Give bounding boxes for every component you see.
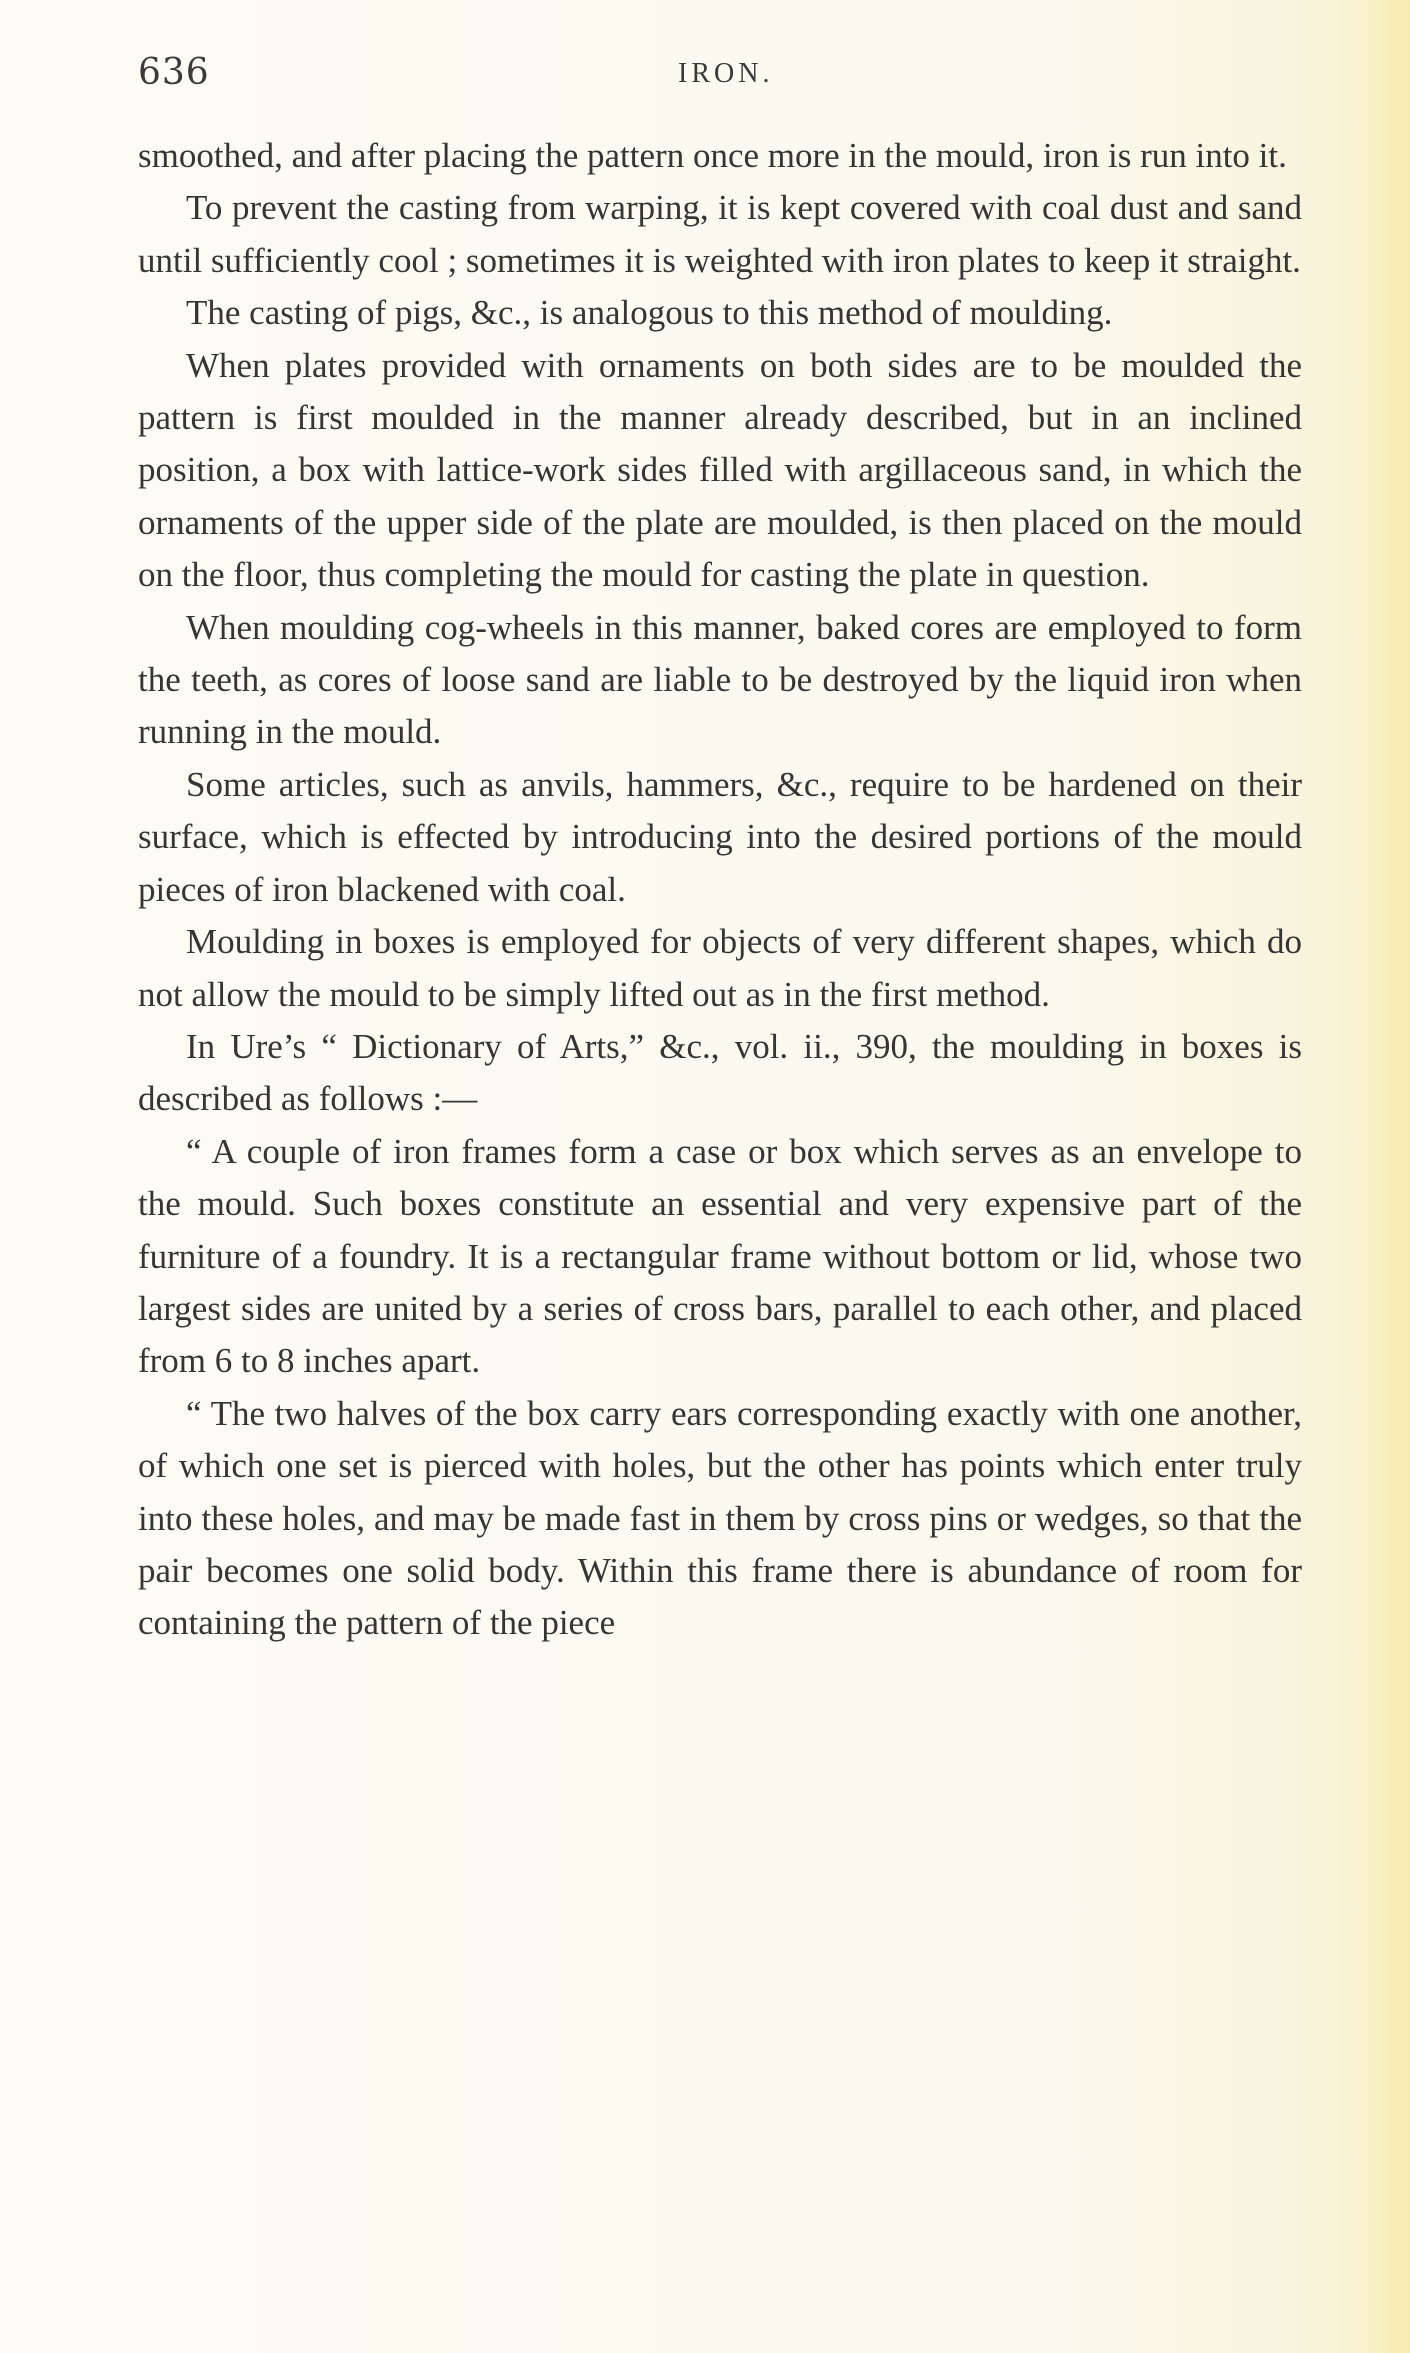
- running-title: IRON.: [678, 58, 774, 89]
- page-number: 636: [138, 52, 210, 93]
- page-header: [138, 52, 1302, 112]
- page-edge-shading: [1360, 0, 1410, 2353]
- paragraph: Moulding in boxes is employed for objects of very different shapes, which do not allow the mould to be simply lifted out as in the first method.: [138, 922, 1302, 1014]
- paragraph: Some articles, such as anvils, hammers, &c., require to be hardened on their surface, which is effected by introducing into the desired portions of the mould pieces of iron blackened with coal.: [138, 764, 1302, 909]
- body-text: [138, 130, 1302, 1650]
- paragraph: To prevent the casting from warping, it is kept covered with coal dust and sand until sufficiently cool ; sometimes it is weighted with iron plates to keep it straight.: [138, 188, 1302, 280]
- paragraph: “ A couple of iron frames form a case or box which serves as an envelope to the mould. Such boxes constitute an essential and very expensive part of the furniture of a foundry. It is a rectangular frame without bottom or lid, whose two largest sides are united by a series of cross bars, parallel to each other, and placed from 6 to 8 inches apart.: [138, 1131, 1302, 1381]
- paragraph: In Ure’s “ Dictionary of Arts,” &c., vol. ii., 390, the moulding in boxes is described as follows :—: [138, 1026, 1302, 1119]
- paragraph: When moulding cog-wheels in this manner, baked cores are employed to form the teeth, as cores of loose sand are liable to be destroyed by the liquid iron when running in the mould.: [138, 607, 1302, 752]
- paragraph: smoothed, and after placing the pattern once more in the mould, iron is run into it.: [138, 136, 1287, 175]
- paragraph: “ The two halves of the box carry ears corresponding exactly with one another, of which one set is pierced with holes, but the other has points which enter truly into these holes, and may be made fast in them by cross pins or wedges, so that the pair becomes one solid body. Within this frame there is abundance of room for containing the pattern of the piece: [138, 1393, 1302, 1643]
- paragraph: When plates provided with ornaments on both sides are to be moulded the pattern is first moulded in the manner already described, but in an inclined position, a box with lattice-work sides filled with argillaceous sand, in which the ornaments of the upper side of the plate are moulded, is then placed on the mould on the floor, thus completing the mould for casting the plate in question.: [138, 345, 1302, 595]
- paragraph: The casting of pigs, &c., is analogous to this method of moulding.: [186, 293, 1113, 333]
